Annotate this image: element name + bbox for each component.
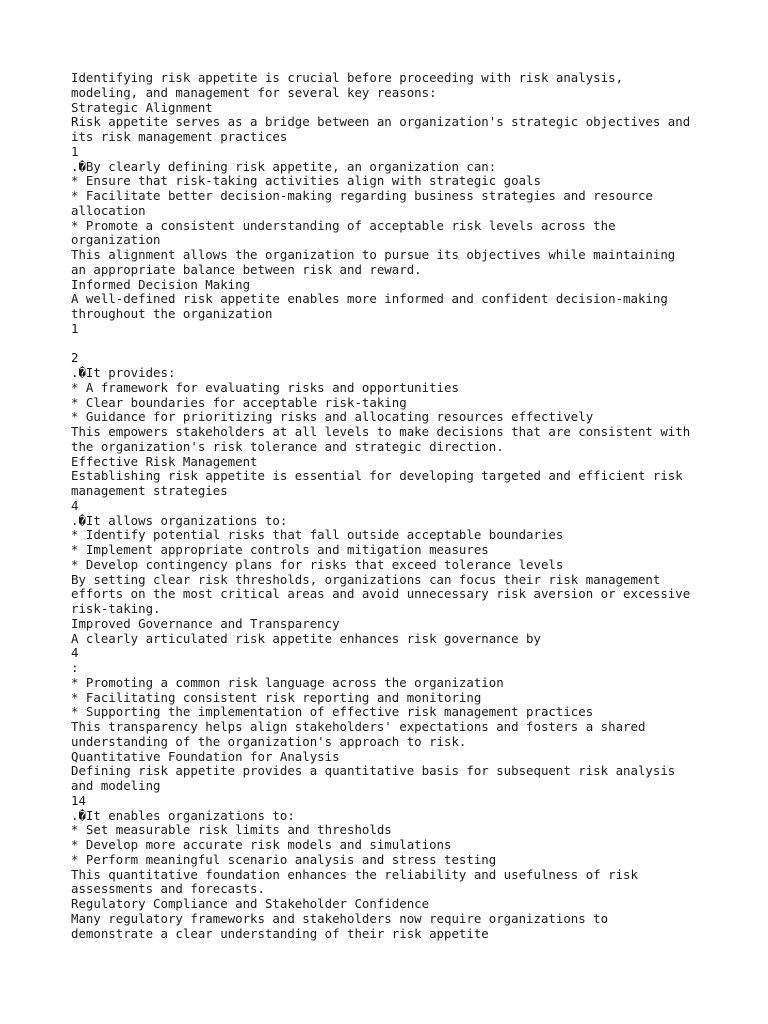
section-heading: Regulatory Compliance and Stakeholder Confidence [71, 896, 430, 911]
bullet-item: * Facilitate better decision-making regarding business strategies and resource [71, 188, 653, 203]
body-line: throughout the organization [71, 306, 273, 321]
body-line: .�It provides: [71, 365, 176, 380]
body-line: .�By clearly defining risk appetite, an organization can: [71, 158, 497, 174]
body-line: its risk management practices [71, 129, 288, 144]
body-line: an appropriate balance between risk and reward. [71, 261, 422, 277]
bullet-item: * Perform meaningful scenario analysis and stress testing [71, 851, 497, 867]
body-line: A clearly articulated risk appetite enhances risk governance by [71, 630, 541, 646]
bullet-item: * Implement appropriate controls and mitigation measures [71, 542, 489, 557]
body-line: demonstrate a clear understanding of their risk appetite [71, 925, 489, 941]
body-line: assessments and forecasts. [71, 881, 265, 897]
bullet-item: * Guidance for prioritizing risks and allocating resources effectively [71, 409, 594, 425]
body-line: .�It enables organizations to: [71, 807, 295, 823]
section-heading: Improved Governance and Transparency [71, 615, 340, 631]
blank-line [71, 337, 711, 352]
body-line: Defining risk appetite provides a quantitative basis for subsequent risk analysis [71, 763, 676, 779]
body-line: .�It allows organizations to: [71, 512, 288, 528]
body-line: Many regulatory frameworks and stakeholders now require organizations to [71, 910, 609, 926]
bullet-item: * Facilitating consistent risk reporting and monitoring [71, 689, 482, 705]
section-heading: Effective Risk Management [71, 453, 258, 469]
body-line: efforts on the most critical areas and avoid unnecessary risk aversion or excessive [71, 586, 691, 602]
body-line: and modeling [71, 778, 161, 793]
citation-number: 4 [71, 645, 79, 661]
section-heading: Informed Decision Making [71, 276, 251, 292]
bullet-item: * Develop more accurate risk models and simulations [71, 837, 452, 852]
body-line: This alignment allows the organization to pursue its objectives while maintaining [71, 247, 676, 262]
body-line: Risk appetite serves as a bridge between an organization's strategic objectives and [71, 114, 691, 130]
bullet-item: * Identify potential risks that fall outside acceptable boundaries [71, 527, 564, 543]
citation-number: 1 [71, 143, 79, 159]
bullet-item: * Develop contingency plans for risks that exceed tolerance levels [71, 556, 564, 572]
bullet-item-continued: organization [71, 232, 161, 248]
section-heading: Strategic Alignment [71, 99, 213, 115]
document-page [71, 71, 711, 941]
body-line: This empowers stakeholders at all levels to make decisions that are consistent with [71, 424, 691, 439]
citation-number: 1 [71, 320, 79, 336]
body-line: management strategies [71, 483, 228, 498]
bullet-item: * Supporting the implementation of effective risk management practices [71, 704, 594, 720]
citation-number: 2 [71, 350, 79, 366]
body-line: This quantitative foundation enhances the reliability and usefulness of risk [71, 866, 638, 882]
bullet-item: * Clear boundaries for acceptable risk-taking [71, 394, 407, 410]
citation-number: 14 [71, 792, 86, 808]
body-line: the organization's risk tolerance and strategic direction. [71, 438, 504, 454]
bullet-item: * Promoting a common risk language across the organization [71, 674, 504, 690]
body-line: This transparency helps align stakeholders' expectations and fosters a shared [71, 719, 646, 734]
body-line: A well-defined risk appetite enables more informed and confident decision-making [71, 291, 668, 307]
body-line: Identifying risk appetite is crucial before proceeding with risk analysis, [71, 70, 624, 85]
section-heading: Quantitative Foundation for Analysis [71, 748, 340, 764]
body-line: modeling, and management for several key reasons: [71, 84, 437, 100]
body-line: : [71, 660, 79, 675]
body-line: Establishing risk appetite is essential for developing targeted and efficient risk [71, 468, 683, 484]
bullet-item: * Ensure that risk-taking activities align with strategic goals [71, 173, 541, 189]
body-line: understanding of the organization's approach to risk. [71, 733, 467, 749]
citation-number: 4 [71, 497, 79, 513]
body-line: By setting clear risk thresholds, organizations can focus their risk management [71, 571, 661, 587]
bullet-item: * Set measurable risk limits and thresholds [71, 822, 392, 838]
bullet-item: * Promote a consistent understanding of acceptable risk levels across the [71, 217, 616, 233]
bullet-item: * A framework for evaluating risks and opportunities [71, 379, 459, 395]
body-line: risk-taking. [71, 601, 161, 616]
bullet-item-continued: allocation [71, 202, 146, 218]
